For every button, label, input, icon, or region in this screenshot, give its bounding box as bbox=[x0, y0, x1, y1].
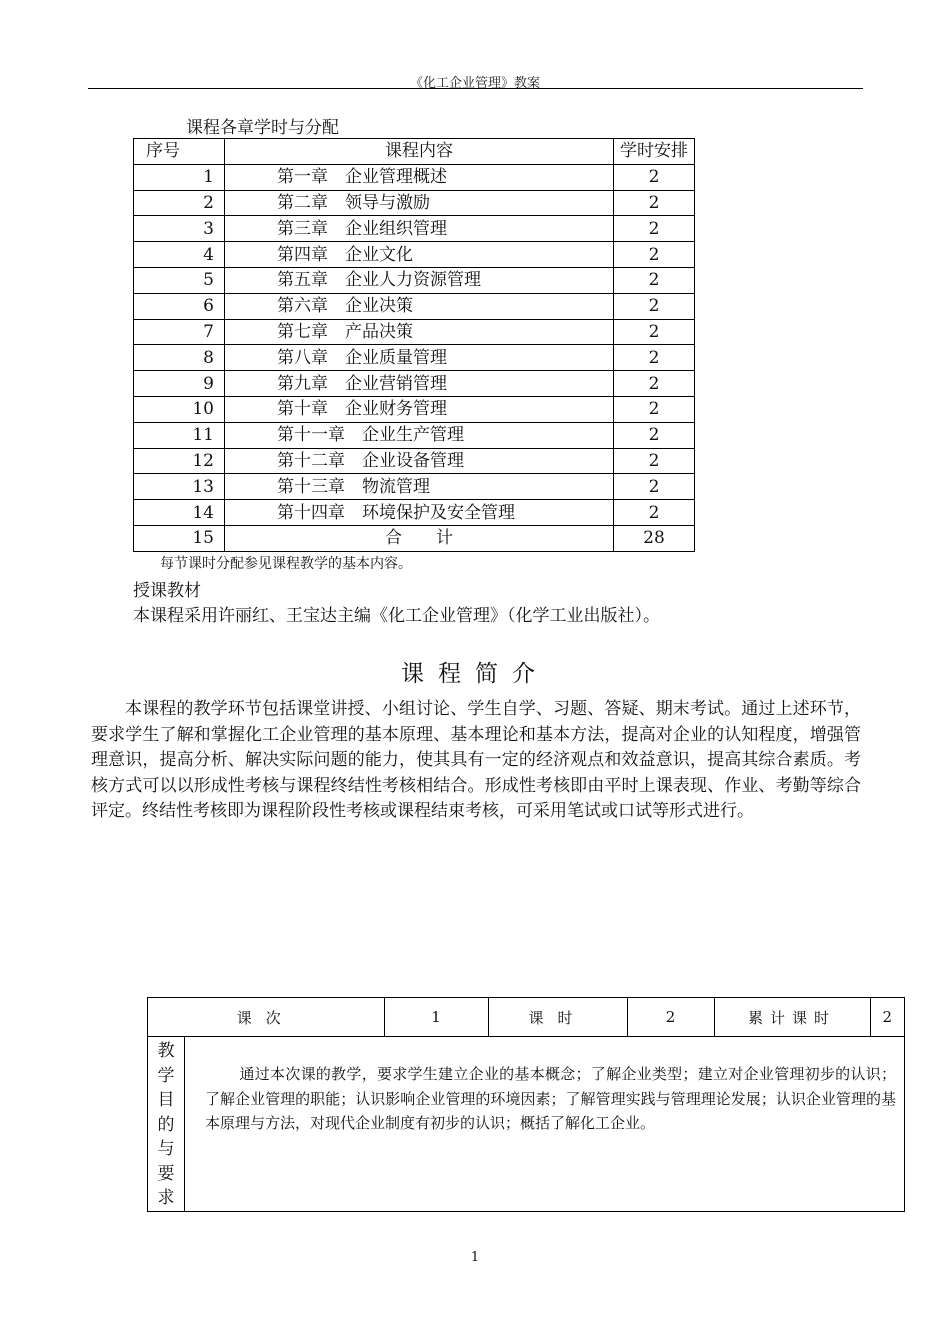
row-no: 5 bbox=[134, 267, 225, 293]
table-row bbox=[134, 371, 695, 397]
row-hours: 2 bbox=[614, 164, 695, 190]
objective-label-char: 求 bbox=[157, 1188, 175, 1208]
column-header-content: 课程内容 bbox=[225, 139, 614, 165]
row-hours: 2 bbox=[614, 216, 695, 242]
table-row bbox=[134, 190, 695, 216]
page-number: 1 bbox=[470, 1250, 480, 1265]
column-header-no: 序号 bbox=[134, 139, 225, 165]
lesson-table bbox=[147, 997, 905, 1212]
row-hours-total: 28 bbox=[614, 525, 695, 551]
row-no: 11 bbox=[134, 422, 225, 448]
row-content: 第四章 企业文化 bbox=[225, 242, 614, 268]
row-no: 7 bbox=[134, 319, 225, 345]
row-content: 第十章 企业财务管理 bbox=[225, 396, 614, 422]
row-no: 2 bbox=[134, 190, 225, 216]
hours-table bbox=[133, 138, 695, 552]
row-hours: 2 bbox=[614, 474, 695, 500]
table-row bbox=[134, 500, 695, 526]
row-hours: 2 bbox=[614, 371, 695, 397]
row-content: 第二章 领导与激励 bbox=[225, 190, 614, 216]
table-row bbox=[134, 267, 695, 293]
intro-title: 课程简介 bbox=[401, 661, 549, 687]
document-header-title: 《化工企业管理》教案 bbox=[409, 76, 540, 91]
objective-text: 通过本次课的教学，要求学生建立企业的基本概念；了解企业类型；建立对企业管理初步的认识；了解企业管理的职能；认识影响企业管理的环境因素；了解管理实践与管理理论发展；认识企业管理的基本原理与方法，对现代企业制度有初步的认识；概括了解化工企业。 bbox=[205, 1065, 896, 1132]
row-no: 8 bbox=[134, 345, 225, 371]
table-total-row bbox=[134, 525, 695, 551]
row-content: 第九章 企业营销管理 bbox=[225, 371, 614, 397]
objective-row bbox=[148, 1037, 905, 1212]
row-no: 4 bbox=[134, 242, 225, 268]
row-no: 13 bbox=[134, 474, 225, 500]
table-row bbox=[134, 474, 695, 500]
row-hours: 2 bbox=[614, 319, 695, 345]
row-hours: 2 bbox=[614, 267, 695, 293]
row-no: 1 bbox=[134, 164, 225, 190]
table-row bbox=[134, 396, 695, 422]
objective-label-char: 的 bbox=[157, 1114, 175, 1135]
session-value: 1 bbox=[384, 998, 488, 1037]
row-hours: 2 bbox=[614, 190, 695, 216]
row-no: 10 bbox=[134, 396, 225, 422]
hours-label: 课时 bbox=[488, 998, 627, 1037]
objective-label-char: 学 bbox=[157, 1065, 175, 1086]
row-content: 第十一章 企业生产管理 bbox=[225, 422, 614, 448]
schedule-note: 每节课时分配参见课程教学的基本内容。 bbox=[160, 556, 412, 572]
row-hours: 2 bbox=[614, 242, 695, 268]
row-no: 9 bbox=[134, 371, 225, 397]
objective-label-char: 目 bbox=[157, 1090, 175, 1110]
table-row bbox=[134, 293, 695, 319]
cumulative-value: 2 bbox=[870, 998, 904, 1037]
session-label: 课次 bbox=[148, 998, 385, 1037]
schedule-heading: 课程各章学时与分配 bbox=[186, 118, 339, 138]
column-header-hours: 学时安排 bbox=[614, 139, 695, 165]
row-no: 6 bbox=[134, 293, 225, 319]
row-hours: 2 bbox=[614, 293, 695, 319]
objective-cell bbox=[185, 1037, 905, 1212]
table-row bbox=[134, 164, 695, 190]
objective-label-char: 与 bbox=[157, 1139, 175, 1159]
row-hours: 2 bbox=[614, 448, 695, 474]
table-row bbox=[134, 448, 695, 474]
row-no: 12 bbox=[134, 448, 225, 474]
row-content-total: 合 计 bbox=[225, 525, 614, 551]
row-content: 第一章 企业管理概述 bbox=[225, 164, 614, 190]
header-divider bbox=[88, 88, 863, 89]
row-hours: 2 bbox=[614, 500, 695, 526]
row-no: 14 bbox=[134, 500, 225, 526]
row-hours: 2 bbox=[614, 396, 695, 422]
row-content: 第六章 企业决策 bbox=[225, 293, 614, 319]
hours-value: 2 bbox=[627, 998, 714, 1037]
hours-table-header bbox=[134, 139, 695, 165]
textbook-label: 授课教材 bbox=[133, 581, 201, 601]
lesson-info-row bbox=[148, 998, 905, 1037]
row-content: 第十二章 企业设备管理 bbox=[225, 448, 614, 474]
objective-label bbox=[148, 1037, 185, 1212]
table-row bbox=[134, 345, 695, 371]
row-content: 第十四章 环境保护及安全管理 bbox=[225, 500, 614, 526]
cumulative-label: 累计课时 bbox=[714, 998, 870, 1037]
textbook-description: 本课程采用许丽红、王宝达主编《化工企业管理》（化学工业出版社）。 bbox=[133, 606, 660, 626]
table-row bbox=[134, 319, 695, 345]
objective-label-char: 要 bbox=[157, 1163, 175, 1184]
row-hours: 2 bbox=[614, 422, 695, 448]
table-row bbox=[134, 216, 695, 242]
intro-body: 本课程的教学环节包括课堂讲授、小组讨论、学生自学、习题、答疑、期末考试。通过上述环节，要求学生了解和掌握化工企业管理的基本原理、基本理论和基本方法，提高对企业的认知程度，增强管理意识，提高分析、解决实际问题的能力，使其具有一定的经济观点和效益意识，提高其综合素质。考核方式可以以形成性考核与课程终结性考核相结合。形成性考核即由平时上课表现、作业、考勤等综合评定。终结性考核即为课程阶段性考核或课程结束考核，可采用笔试或口试等形式进行。 bbox=[91, 699, 861, 821]
row-content: 第十三章 物流管理 bbox=[225, 474, 614, 500]
row-no: 15 bbox=[134, 525, 225, 551]
table-row bbox=[134, 242, 695, 268]
row-content: 第八章 企业质量管理 bbox=[225, 345, 614, 371]
row-no: 3 bbox=[134, 216, 225, 242]
row-content: 第七章 产品决策 bbox=[225, 319, 614, 345]
table-row bbox=[134, 422, 695, 448]
row-content: 第五章 企业人力资源管理 bbox=[225, 267, 614, 293]
row-content: 第三章 企业组织管理 bbox=[225, 216, 614, 242]
objective-label-char: 教 bbox=[157, 1041, 175, 1061]
row-hours: 2 bbox=[614, 345, 695, 371]
